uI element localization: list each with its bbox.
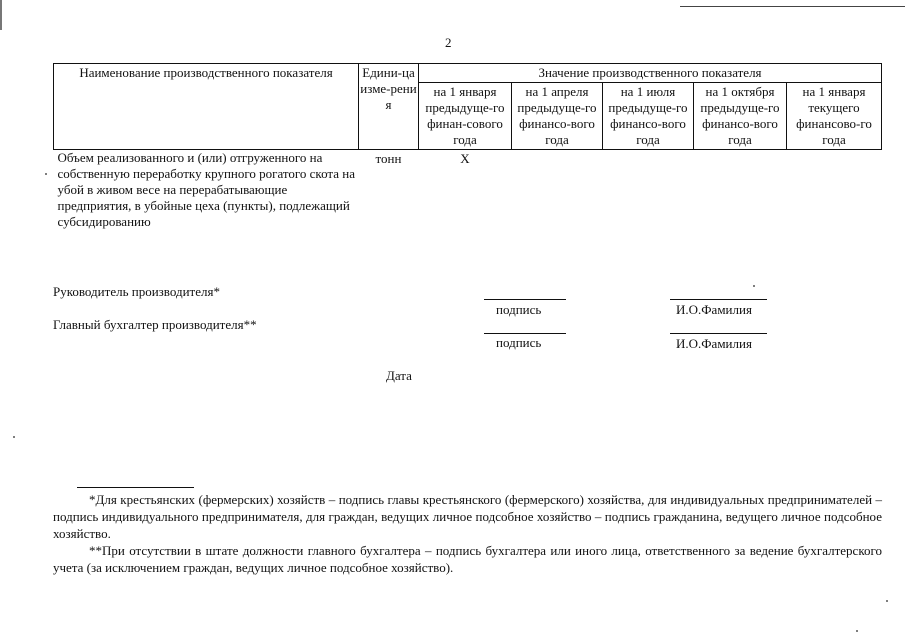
accountant-label: Главный бухгалтер производителя** — [53, 317, 257, 332]
row-value-3 — [603, 150, 694, 231]
header-period-4: на 1 октября предыдуще-го финансо-вого года — [694, 83, 787, 150]
scan-speck — [886, 600, 888, 602]
table-header-row-top — [54, 64, 882, 83]
row-value-4 — [694, 150, 787, 231]
head-signature-line — [484, 299, 566, 300]
table-row — [54, 150, 882, 231]
scan-speck — [45, 173, 47, 175]
head-label: Руководитель производителя* — [53, 284, 220, 299]
accountant-signature-caption: подпись — [496, 335, 542, 350]
head-name-line — [670, 299, 767, 300]
footnote-1: *Для крестьянских (фермерских) хозяйств – подпись главы крестьянского (фермерского) хозяйства, для индивидуальных предпринимателей – подпись индивидуального предпринимателя, для граждан, ведущих личное подсобное хозяйство – подпись гражданина, ведущего личное подсобное хозяйство. — [53, 492, 882, 541]
scan-edge-mark — [0, 0, 2, 30]
indicators-table — [53, 63, 882, 230]
row-value-2 — [512, 150, 603, 231]
header-period-2: на 1 апреля предыдуще-го финансо-вого года — [512, 83, 603, 150]
header-value-group: Значение производственного показателя — [419, 64, 882, 83]
top-rule-line — [680, 6, 905, 7]
row-value-1: Х — [460, 151, 470, 166]
page-number: 2 — [445, 35, 452, 50]
footnote-2: **При отсутствии в штате должности главного бухгалтера – подпись бухгалтера или иного лица, ответственного за ведение бухгалтерского учета (за исключением граждан, ведущих личное подсобное хозяйство). — [53, 543, 882, 575]
row-indicator-name: Объем реализованного и (или) отгруженного на собственную переработку крупного рогатого скота на убой в живом весе на перерабатывающие предприятия, в убойные цеха (пункты), подлежащий субсидированию — [57, 150, 356, 229]
accountant-signature-line — [484, 333, 566, 334]
row-unit: тонн — [375, 151, 402, 166]
header-unit: Едини-ца изме-рения — [359, 64, 419, 150]
head-name-caption: И.О.Фамилия — [676, 302, 752, 317]
accountant-name-line — [670, 333, 767, 334]
scan-speck — [753, 285, 755, 287]
scan-speck — [13, 436, 15, 438]
header-period-1: на 1 января предыдуще-го финан-сового года — [419, 83, 512, 150]
accountant-name-caption: И.О.Фамилия — [676, 336, 752, 351]
footnote-separator — [77, 487, 194, 488]
scan-speck — [856, 630, 858, 632]
header-indicator-name: Наименование производственного показателя — [54, 64, 359, 150]
date-label: Дата — [386, 368, 412, 383]
header-period-5: на 1 января текущего финансово-го года — [787, 83, 882, 150]
header-period-3: на 1 июля предыдуще-го финансо-вого года — [603, 83, 694, 150]
row-value-5 — [787, 150, 882, 231]
head-signature-caption: подпись — [496, 302, 542, 317]
